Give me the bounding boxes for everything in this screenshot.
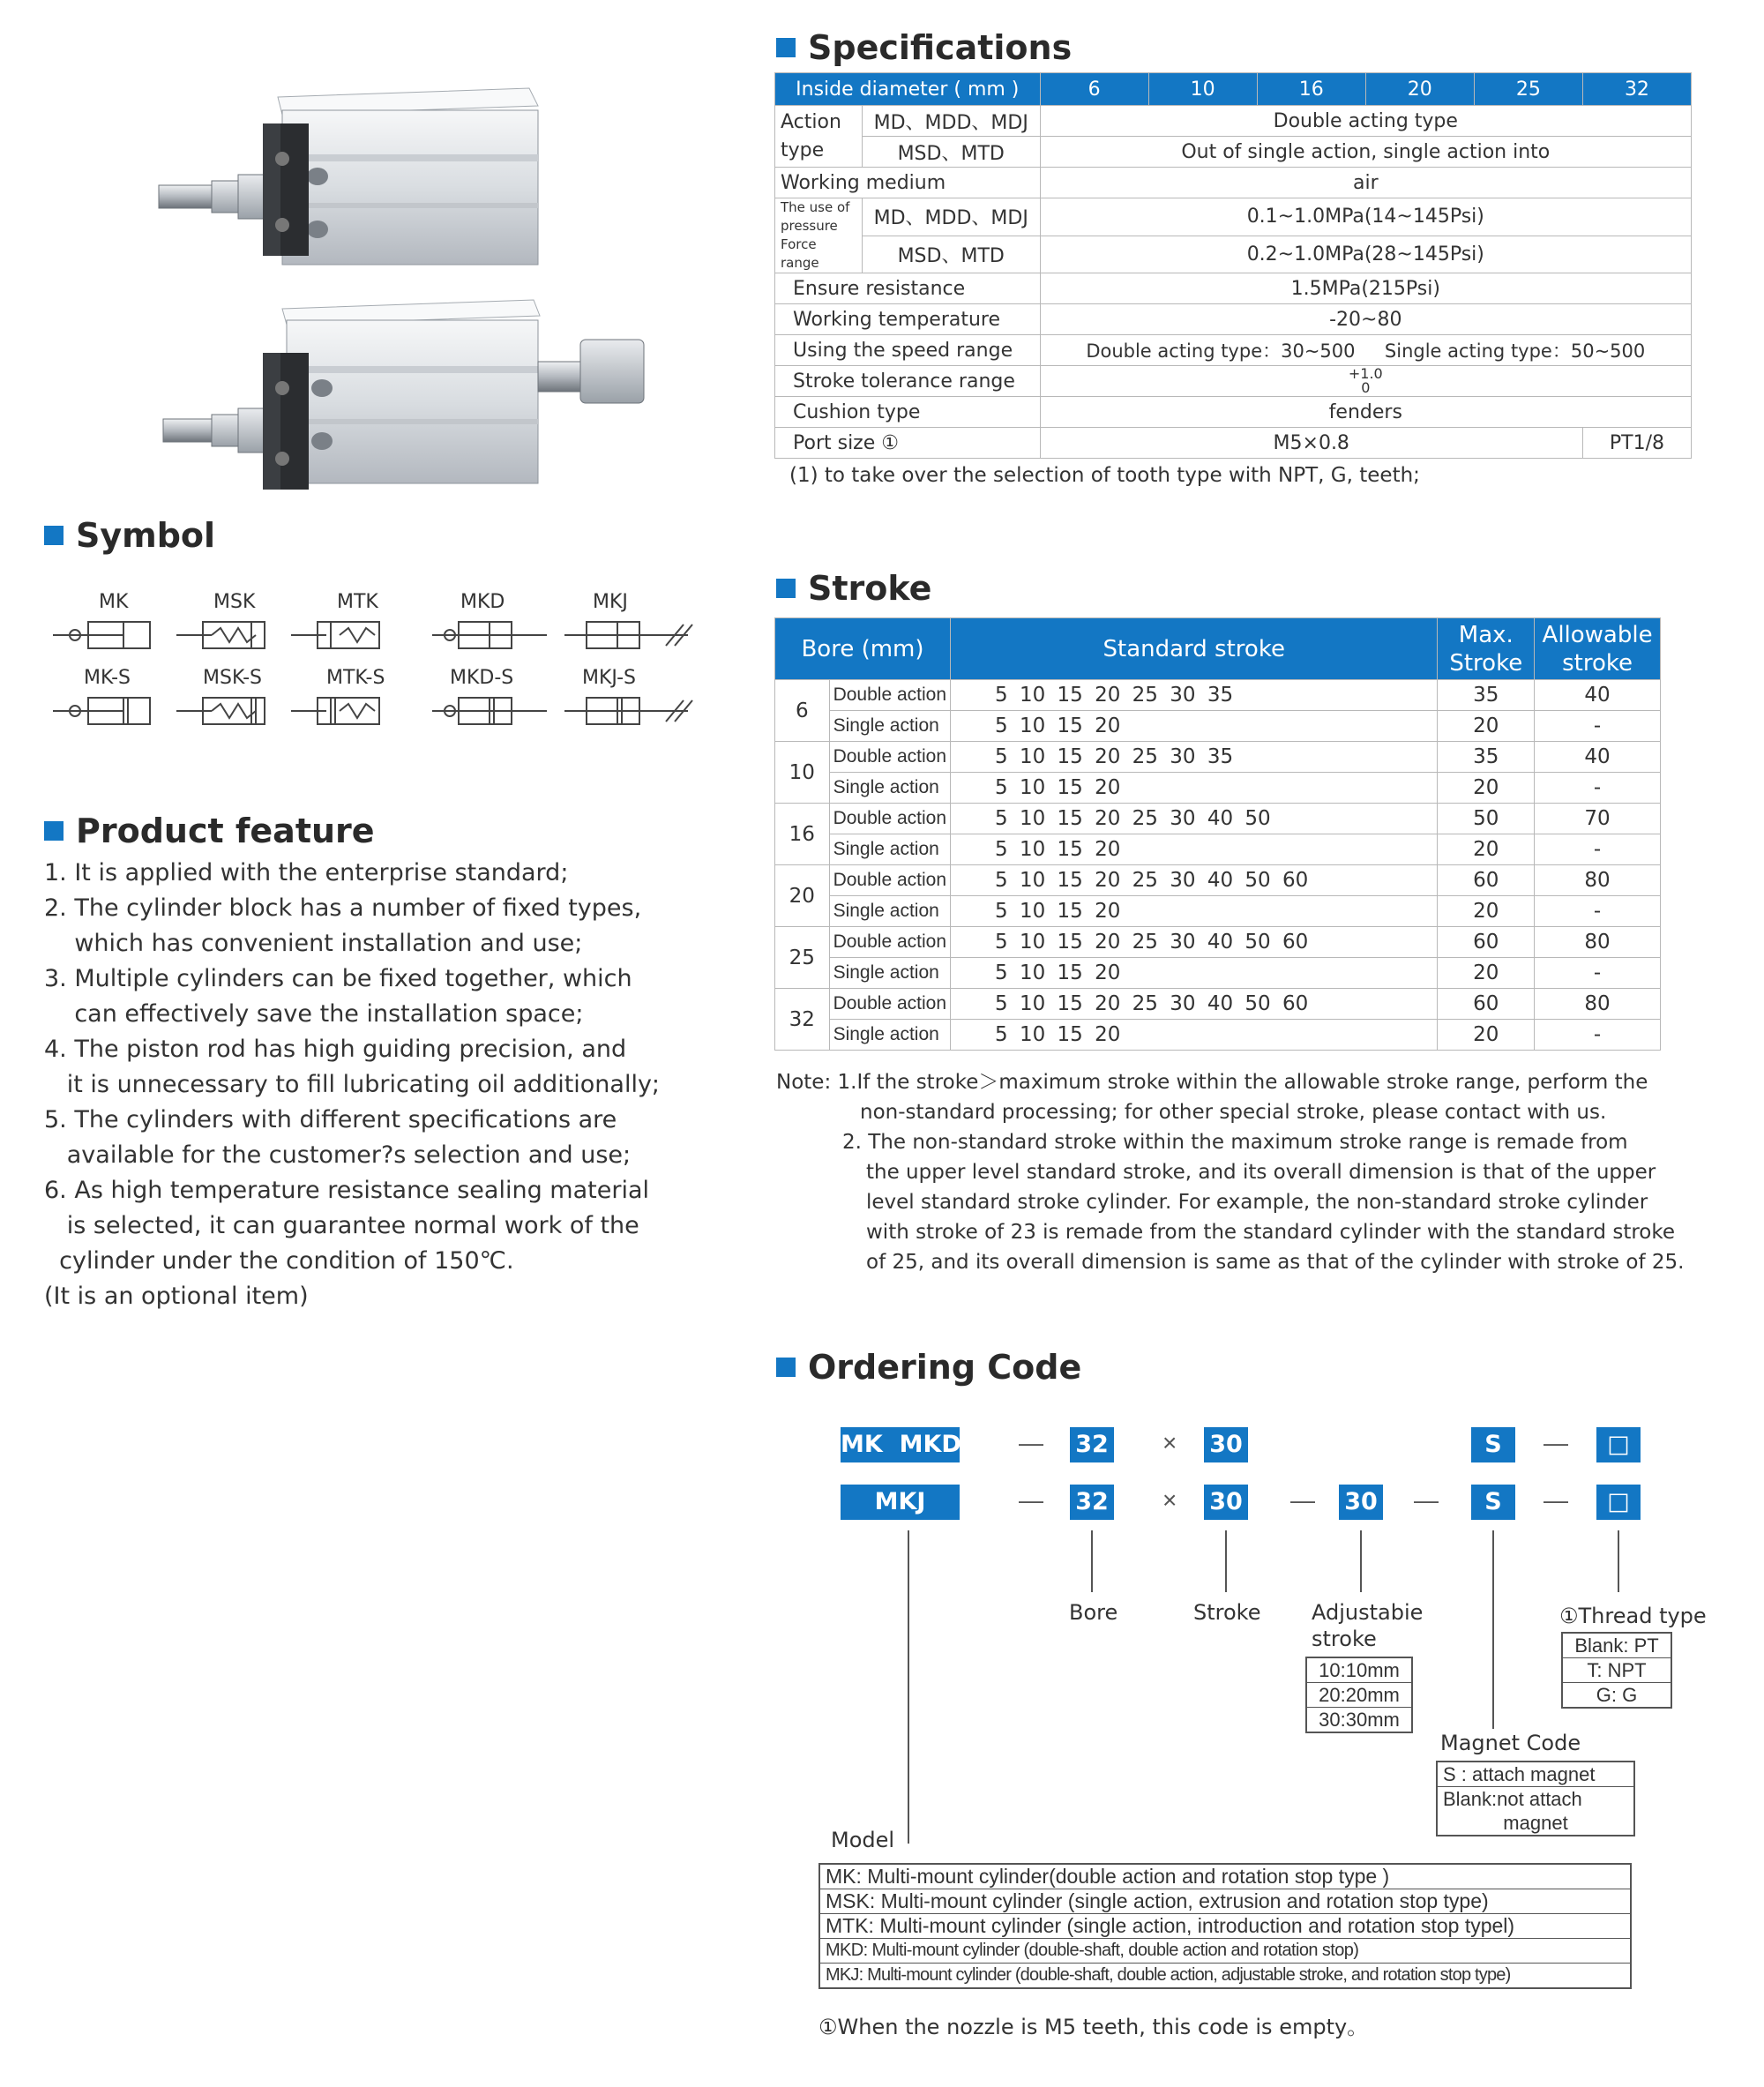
allowable-stroke-cell: 80 [1535,865,1661,896]
ordering-code-title: Ordering Code [776,1348,1081,1387]
bore-cell: 6 [775,680,830,742]
spec-header-cell: 10 [1148,73,1257,106]
code-dash: — [1290,1486,1315,1514]
max-stroke-cell: 20 [1438,896,1535,927]
specifications-table [774,72,1692,459]
model-option: MKJ: Multi-mount cylinder (double-shaft, double action, adjustable stroke, and rotation stop type) [826,1965,1511,1985]
spec-row-pressure-2 [775,236,1692,273]
symbol-label: MK [99,591,129,613]
allowable-stroke-cell: 80 [1535,927,1661,958]
stroke-note-line: with stroke of 23 is remade from the standard cylinder with the standard stroke [866,1221,1676,1244]
code-model-box: MK MKD [841,1427,960,1462]
spec-label: The use of pressure Force range [775,198,863,273]
symbol-label: MTK-S [326,667,385,689]
thread-option: Blank: PT [1563,1634,1671,1658]
stroke-header-cell: Allowable stroke [1535,618,1661,680]
code-dash: — [1019,1486,1043,1514]
connector-line [908,1530,909,1844]
symbol-label: MSK-S [203,667,262,689]
connector-line [1360,1530,1362,1592]
spec-value [1040,335,1691,366]
ordering-footnote: ①When the nozzle is M5 teeth, this code is empty。 [818,2015,1369,2039]
spec-model-cell: MSD、MTD [862,137,1040,168]
standard-stroke-cell: 5 10 15 20 [951,1020,1438,1051]
thread-option: T: NPT [1563,1658,1671,1683]
stroke-label: Stroke [1193,1600,1261,1625]
magnet-option: S : attach magnet [1438,1762,1633,1787]
cylinder-illustration [150,71,662,512]
spec-row-medium [775,168,1692,198]
spec-header-cell: 25 [1474,73,1582,106]
action-cell: Double action [829,989,950,1020]
spec-label: Action type [775,106,863,168]
stroke-row-single [775,711,1661,742]
spec-header-cell: Inside diameter ( mm ) [775,73,1041,106]
thread-option: G: G [1596,1684,1638,1706]
stroke-note-line: of 25, and its overall dimension is same as that of the cylinder with stroke of 25. [866,1251,1685,1274]
spec-row-temperature [775,304,1692,335]
max-stroke-cell: 35 [1438,742,1535,773]
symbol-label: MKD-S [450,667,514,689]
thread-options [1561,1632,1672,1709]
spec-header-cell: 32 [1582,73,1691,106]
stroke-table [774,617,1661,1051]
spec-value: 1.5MPa(215Psi) [1040,273,1691,304]
feature-line: is selected, it can guarantee normal work of the [44,1212,639,1239]
code-stroke-box: 30 [1204,1427,1248,1462]
spec-value: Out of single action, single action into [1040,137,1691,168]
max-stroke-cell: 20 [1438,711,1535,742]
spec-row-action-single [775,137,1692,168]
spec-label: Port size ① [775,428,1041,459]
model-options [818,1863,1632,1989]
spec-value [1040,366,1691,397]
section-bullet-icon [776,38,796,57]
symbol-title: Symbol [44,516,215,555]
max-stroke-cell: 20 [1438,834,1535,865]
stroke-row-double [775,989,1661,1020]
code-model-box: MKJ [841,1485,960,1520]
spec-header-cell: 6 [1040,73,1148,106]
stroke-note-line: level standard stroke cylinder. For example, the non-standard stroke cylinder [866,1191,1648,1214]
section-bullet-icon [44,526,64,545]
standard-stroke-cell: 5 10 15 20 [951,834,1438,865]
stroke-row-double [775,804,1661,834]
standard-stroke-cell: 5 10 15 20 25 30 35 [951,680,1438,711]
section-bullet-icon [776,579,796,598]
code-adjustable-box: 30 [1339,1485,1383,1520]
code-stroke-box: 30 [1204,1485,1248,1520]
adjustable-option: 10:10mm [1307,1658,1411,1683]
allowable-stroke-cell: - [1535,896,1661,927]
section-bullet-icon [776,1358,796,1377]
code-dash: — [1019,1429,1043,1456]
feature-line: 6. As high temperature resistance sealing material [44,1177,649,1204]
stroke-row-single [775,896,1661,927]
allowable-stroke-cell: - [1535,958,1661,989]
spec-header-row [775,73,1692,106]
spec-value: Double acting type [1040,106,1691,137]
spec-model-cell: MD、MDD、MDJ [862,106,1040,137]
code-multiply: × [1162,1486,1177,1514]
stroke-row-single [775,958,1661,989]
feature-line: it is unnecessary to fill lubricating oil additionally; [44,1071,661,1098]
feature-line: can effectively save the installation space; [44,1000,584,1028]
standard-stroke-cell: 5 10 15 20 25 30 40 50 60 [951,927,1438,958]
max-stroke-cell: 60 [1438,927,1535,958]
feature-line: which has convenient installation and use; [44,930,583,957]
spec-label: Working medium [775,168,1041,198]
code-dash: — [1544,1429,1568,1456]
bore-cell: 20 [775,865,830,927]
feature-line: 5. The cylinders with different specifications are [44,1106,617,1133]
stroke-row-single [775,1020,1661,1051]
stroke-row-single [775,834,1661,865]
code-bore-box: 32 [1070,1485,1114,1520]
code-bore-box: 32 [1070,1427,1114,1462]
stroke-header-cell: Max. Stroke [1438,618,1535,680]
adjustable-label-2: stroke [1312,1627,1377,1651]
spec-row-resistance [775,273,1692,304]
adjustable-option: 20:20mm [1307,1683,1411,1708]
standard-stroke-cell: 5 10 15 20 25 30 35 [951,742,1438,773]
spec-model-cell: MSD、MTD [862,236,1040,273]
thread-type-label: ①Thread type [1559,1604,1707,1628]
standard-stroke-cell: 5 10 15 20 [951,711,1438,742]
spec-row-action-double [775,106,1692,137]
standard-stroke-cell: 5 10 15 20 25 30 40 50 60 [951,989,1438,1020]
spec-label: Cushion type [775,397,1041,428]
tolerance-lower: 0 [1361,379,1371,396]
stroke-header-row [775,618,1661,680]
allowable-stroke-cell: - [1535,834,1661,865]
spec-row-cushion [775,397,1692,428]
connector-line [1225,1530,1227,1592]
feature-line: 4. The piston rod has high guiding precision, and [44,1036,627,1063]
code-thread-box: □ [1596,1485,1641,1520]
stroke-header-cell: Bore (mm) [775,618,951,680]
action-cell: Double action [829,804,950,834]
product-feature-title: Product feature [44,812,375,850]
action-cell: Double action [829,680,950,711]
stroke-note-line: 2. The non-standard stroke within the maximum stroke range is remade from [842,1131,1628,1154]
feature-line: (It is an optional item) [44,1283,309,1310]
standard-stroke-cell: 5 10 15 20 [951,958,1438,989]
code-magnet-box: S [1471,1427,1515,1462]
allowable-stroke-cell: - [1535,1020,1661,1051]
spec-value: 0.1~1.0MPa(14~145Psi) [1040,198,1691,236]
adjustable-option: 30:30mm [1319,1709,1400,1731]
magnet-option: Blank:not attach [1443,1788,1582,1810]
spec-label: Working temperature [775,304,1041,335]
spec-row-speed [775,335,1692,366]
spec-value: 0.2~1.0MPa(28~145Psi) [1040,236,1691,273]
max-stroke-cell: 50 [1438,804,1535,834]
action-cell: Single action [829,896,950,927]
feature-line: available for the customer?s selection and use; [44,1141,632,1169]
magnet-option: magnet [1503,1812,1568,1834]
feature-line: 3. Multiple cylinders can be fixed together, which [44,965,632,992]
bore-cell: 16 [775,804,830,865]
spec-value: fenders [1040,397,1691,428]
adjustable-label: Adjustabie [1312,1600,1424,1625]
action-cell: Single action [829,773,950,804]
spec-value: PT1/8 [1582,428,1691,459]
stroke-row-single [775,773,1661,804]
stroke-note-line: the upper level standard stroke, and its overall dimension is that of the upper [866,1161,1656,1184]
allowable-stroke-cell: - [1535,773,1661,804]
speed-double: Double acting type：30~500 [1086,340,1356,362]
speed-single: Single acting type：50~500 [1384,340,1646,362]
standard-stroke-cell: 5 10 15 20 25 30 40 50 60 [951,865,1438,896]
code-dash: — [1414,1486,1439,1514]
feature-line: cylinder under the condition of 150℃. [44,1247,514,1275]
max-stroke-cell: 35 [1438,680,1535,711]
symbol-label: MKJ-S [582,667,637,689]
magnet-options [1436,1761,1635,1836]
symbol-label: MKD [460,591,505,613]
code-dash: — [1544,1486,1568,1514]
bore-cell: 10 [775,742,830,804]
spec-label: Using the speed range [775,335,1041,366]
feature-line: 1. It is applied with the enterprise standard; [44,859,569,886]
feature-line: 2. The cylinder block has a number of fixed types, [44,894,642,922]
spec-row-pressure-1 [775,198,1692,236]
spec-header-cell: 20 [1365,73,1474,106]
max-stroke-cell: 60 [1438,865,1535,896]
stroke-note-line: non-standard processing; for other special stroke, please contact with us. [860,1101,1607,1124]
stroke-header-cell: Standard stroke [951,618,1438,680]
stroke-row-double [775,927,1661,958]
stroke-note-line: Note: 1.If the stroke＞maximum stroke within the allowable stroke range, perform the [776,1071,1648,1094]
connector-line [1091,1530,1093,1592]
action-cell: Double action [829,742,950,773]
spec-row-tolerance [775,366,1692,397]
spec-label: Ensure resistance [775,273,1041,304]
allowable-stroke-cell: - [1535,711,1661,742]
product-photo [150,71,662,512]
connector-line [1492,1530,1494,1729]
action-cell: Single action [829,1020,950,1051]
spec-header-cell: 16 [1257,73,1365,106]
symbol-label: MK-S [84,667,131,689]
symbol-label: MSK [213,591,256,613]
bore-label: Bore [1069,1600,1118,1625]
spec-label: Stroke tolerance range [775,366,1041,397]
specifications-title: Specifications [776,28,1072,67]
max-stroke-cell: 20 [1438,773,1535,804]
model-option: MTK: Multi-mount cylinder (single action, introduction and rotation stop typel) [820,1914,1630,1939]
magnet-code-label: Magnet Code [1440,1731,1581,1755]
max-stroke-cell: 20 [1438,1020,1535,1051]
section-bullet-icon [44,821,64,841]
code-thread-box: □ [1596,1427,1641,1462]
allowable-stroke-cell: 40 [1535,742,1661,773]
symbol-label: MKJ [593,591,628,613]
model-option: MSK: Multi-mount cylinder (single action, extrusion and rotation stop type) [820,1889,1630,1914]
standard-stroke-cell: 5 10 15 20 [951,896,1438,927]
spec-model-cell: MD、MDD、MDJ [862,198,1040,236]
stroke-row-double [775,680,1661,711]
stroke-row-double [775,742,1661,773]
pneumatic-symbols-icon [53,591,706,750]
action-cell: Single action [829,711,950,742]
spec-value: -20~80 [1040,304,1691,335]
spec-value: M5×0.8 [1040,428,1582,459]
code-magnet-box: S [1471,1485,1515,1520]
stroke-row-double [775,865,1661,896]
max-stroke-cell: 60 [1438,989,1535,1020]
bore-cell: 32 [775,989,830,1051]
spec-row-port [775,428,1692,459]
spec-value: air [1040,168,1691,198]
max-stroke-cell: 20 [1438,958,1535,989]
tolerance-upper: +1.0 [1348,365,1383,382]
model-option: MKD: Multi-mount cylinder (double-shaft, double action and rotation stop) [820,1939,1630,1964]
stroke-title: Stroke [776,569,931,608]
symbol-grid [53,591,706,750]
allowable-stroke-cell: 80 [1535,989,1661,1020]
action-cell: Double action [829,865,950,896]
standard-stroke-cell: 5 10 15 20 25 30 40 50 [951,804,1438,834]
code-multiply: × [1162,1429,1177,1456]
allowable-stroke-cell: 70 [1535,804,1661,834]
spec-footnote: (1) to take over the selection of tooth type with NPT, G, teeth; [789,464,1420,487]
symbol-label: MTK [337,591,378,613]
model-label: Model [831,1828,895,1852]
standard-stroke-cell: 5 10 15 20 [951,773,1438,804]
action-cell: Double action [829,927,950,958]
allowable-stroke-cell: 40 [1535,680,1661,711]
model-option: MK: Multi-mount cylinder(double action and rotation stop type ) [820,1865,1630,1889]
connector-line [1618,1530,1619,1592]
action-cell: Single action [829,834,950,865]
bore-cell: 25 [775,927,830,989]
action-cell: Single action [829,958,950,989]
adjustable-options [1305,1657,1413,1733]
product-feature-list [44,856,660,1314]
